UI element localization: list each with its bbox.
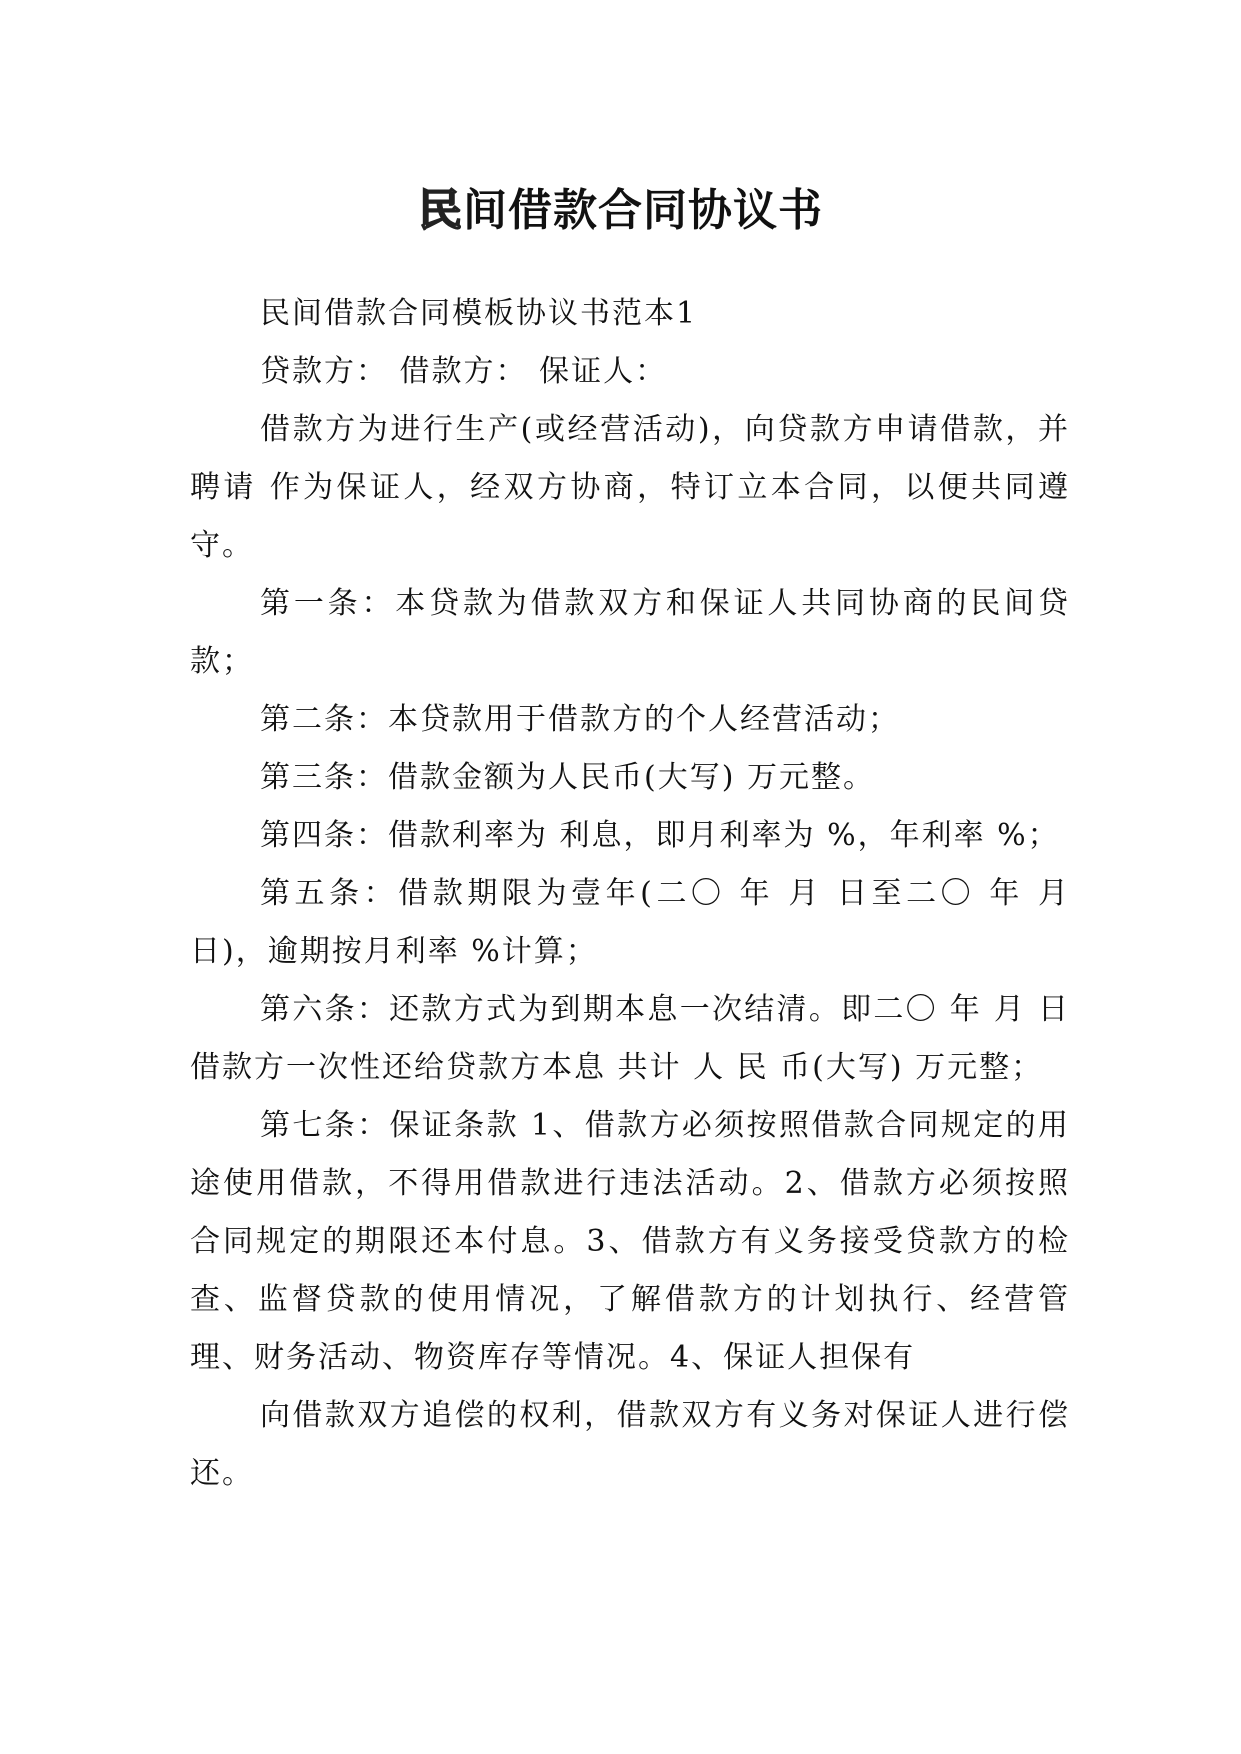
paragraph-article-6: 第六条：还款方式为到期本息一次结清。即二〇 年 月 日借款方一次性还给贷款方本息 共计 人 民 币(大写) 万元整； <box>190 992 1070 1085</box>
paragraph-article-4: 第四条：借款利率为 利息，即月利率为 %，年利率 %； <box>260 818 1060 853</box>
paragraph-article-5: 第五条：借款期限为壹年(二〇 年 月 日至二〇 年 月 日)，逾期按月利率 %计算； <box>190 876 1070 969</box>
paragraph-article-7: 第七条：保证条款 1、借款方必须按照借款合同规定的用途使用借款，不得用借款进行违法活动。2、借款方必须按照合同规定的期限还本付息。3、借款方有义务接受贷款方的检查、监督贷款的使用情况，了解借款方的计划执行、经营管理、财务活动、物资库存等情况。4、保证人担保有 <box>190 1108 1070 1375</box>
title-text: 间借款合同协议书 <box>463 185 823 237</box>
paragraph-article-3: 第三条：借款金额为人民币(大写) 万元整。 <box>260 760 875 795</box>
paragraph-parties: 贷款方： 借款方： 保证人： <box>260 354 668 389</box>
paragraph-article-7-continued: 向借款双方追偿的权利，借款双方有义务对保证人进行偿还。 <box>190 1398 1070 1491</box>
paragraph-article-1: 第一条：本贷款为借款双方和保证人共同协商的民间贷款； <box>190 586 1070 679</box>
paragraph-intro: 借款方为进行生产(或经营活动)，向贷款方申请借款，并聘请 作为保证人，经双方协商，特订立本合同，以便共同遵守。 <box>190 412 1070 563</box>
document-title <box>0 181 1241 241</box>
title-first-char: 民 <box>418 185 463 237</box>
paragraph-heading: 民间借款合同模板协议书范本1 <box>260 296 698 331</box>
paragraph-article-2: 第二条：本贷款用于借款方的个人经营活动； <box>260 702 900 737</box>
document-body <box>190 285 1070 1503</box>
